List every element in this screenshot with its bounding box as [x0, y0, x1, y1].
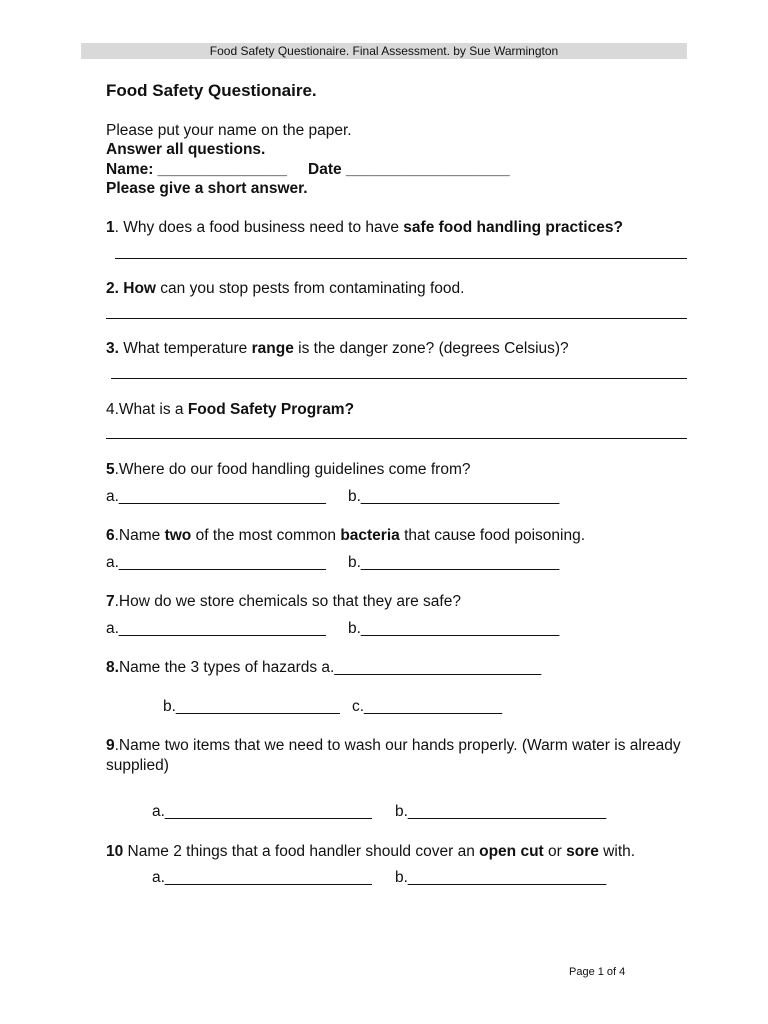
answer-8c: c.________________: [352, 698, 502, 715]
answer-10a: a.________________________: [152, 869, 372, 886]
page-number: Page 1 of 4: [569, 966, 626, 978]
answer-line-3: [111, 378, 687, 379]
answer-5a: a.________________________: [106, 488, 326, 505]
answer-7b: b._______________________: [348, 620, 560, 637]
date-field-label: Date ___________________: [308, 161, 510, 178]
question-9-continued: supplied): [106, 757, 169, 774]
running-header: Food Safety Questionaire. Final Assessment. by Sue Warmington: [81, 43, 687, 59]
answer-line-1: [115, 258, 687, 259]
answer-5b: b._______________________: [348, 488, 560, 505]
name-field-label: Name: _______________: [106, 161, 287, 178]
question-1: 1. Why does a food business need to have safe food handling practices?: [106, 219, 623, 236]
answer-6a: a.________________________: [106, 554, 326, 571]
question-2: 2. How can you stop pests from contaminating food.: [106, 280, 465, 297]
question-6: 6.Name two of the most common bacteria that cause food poisoning.: [106, 527, 586, 544]
question-10: 10 Name 2 things that a food handler should cover an open cut or sore with.: [106, 843, 636, 860]
intro-line-4: Please give a short answer.: [106, 180, 308, 197]
answer-9a: a.________________________: [152, 803, 372, 820]
intro-line-1: Please put your name on the paper.: [106, 122, 352, 139]
intro-line-2: Answer all questions.: [106, 141, 266, 158]
question-8: 8.Name the 3 types of hazards a.________________________: [106, 659, 542, 676]
answer-10b: b._______________________: [395, 869, 607, 886]
answer-6b: b._______________________: [348, 554, 560, 571]
answer-9b: b._______________________: [395, 803, 607, 820]
document-title: Food Safety Questionaire.: [106, 81, 317, 100]
question-9: 9.Name two items that we need to wash our hands properly. (Warm water is already: [106, 737, 681, 754]
question-4: 4.What is a Food Safety Program?: [106, 401, 355, 418]
answer-8b: b.___________________: [163, 698, 340, 715]
question-7: 7.How do we store chemicals so that they are safe?: [106, 593, 461, 610]
question-5: 5.Where do our food handling guidelines come from?: [106, 461, 471, 478]
answer-line-4: [106, 438, 687, 439]
question-3: 3. What temperature range is the danger zone? (degrees Celsius)?: [106, 340, 569, 357]
answer-7a: a.________________________: [106, 620, 326, 637]
answer-line-2: [106, 318, 687, 319]
